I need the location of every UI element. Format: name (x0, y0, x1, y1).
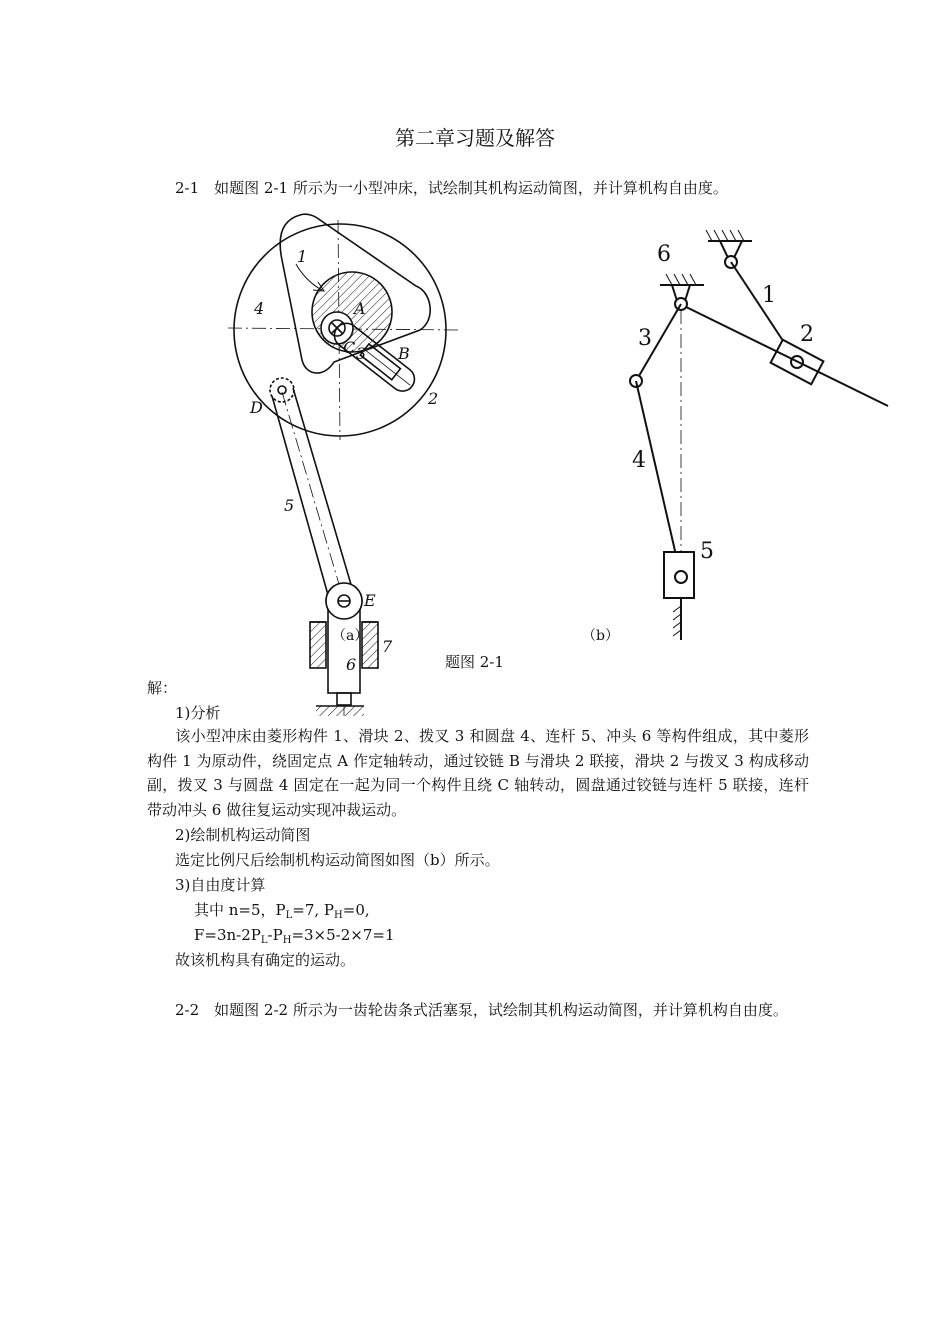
label-a-6: 6 (346, 655, 357, 674)
label-a-A: A (354, 299, 366, 318)
figure-b-label: （b） (582, 628, 619, 644)
label-b-1: 1 (762, 283, 776, 308)
label-a-B: B (398, 344, 410, 363)
problem-2-1-statement: 2-1 如题图 2-1 所示为一小型冲床，试绘制其机构运动简图，并计算机构自由度。 (175, 179, 728, 197)
conclusion: 故该机构具有确定的运动。 (175, 951, 356, 969)
solution-heading: 解： (147, 679, 178, 697)
section-1-title: 1)分析 (175, 704, 221, 722)
section-2-text: 选定比例尺后绘制机构运动简图如图（b）所示。 (175, 851, 500, 869)
label-a-D: D (250, 398, 263, 417)
label-a-7: 7 (382, 637, 393, 656)
label-a-C: C (343, 338, 356, 357)
label-a-2: 2 (428, 389, 439, 408)
equation-parameters: 其中 n=5，$P_L=7$, $P_H=0$, (194, 901, 370, 921)
label-a-3: 3 (356, 344, 367, 363)
problem-2-2-statement: 2-2 如题图 2-2 所示为一齿轮齿条式活塞泵，试绘制其机构运动简图，并计算机构自由度。 (175, 1001, 788, 1019)
page-title: 第二章习题及解答 (395, 126, 555, 150)
label-b-4: 4 (632, 448, 646, 473)
label-a-1: 1 (297, 247, 308, 266)
equation-dof: $F=3n-2P_L-P_H=3\times 5-2\times 7=1$ (194, 926, 395, 946)
label-a-4: 4 (254, 299, 265, 318)
label-b-2: 2 (800, 322, 814, 347)
section-1-text: 该小型冲床由菱形构件 1、滑块 2、拨叉 3 和圆盘 4、连杆 5、冲头 6 等构件组成，其中菱形构件 1 为原动件，绕固定点 A 作定轴转动，通过铰链 B 与滑块 2 联接，滑块 2 与拨叉 3 构成移动副，拨叉 3 与圆盘 4 固定在一起为同一个构件且绕 C 轴转动，圆盘通过铰链与连杆 5 联接，连杆带动冲头 6 做往复运动实现冲裁运动。 (147, 727, 809, 819)
figure-caption: 题图 2-1 (445, 653, 504, 671)
label-a-E: E (364, 591, 376, 610)
label-a-5: 5 (284, 496, 295, 515)
figure-a-label: （a） (332, 628, 369, 644)
section-2-title: 2)绘制机构运动简图 (175, 826, 311, 844)
figure-b-drawing (630, 230, 888, 640)
label-b-6: 6 (657, 242, 671, 267)
guide-7-left (310, 622, 326, 668)
section-3-title: 3)自由度计算 (175, 876, 266, 894)
label-b-3: 3 (638, 326, 652, 351)
label-b-5: 5 (700, 539, 714, 564)
